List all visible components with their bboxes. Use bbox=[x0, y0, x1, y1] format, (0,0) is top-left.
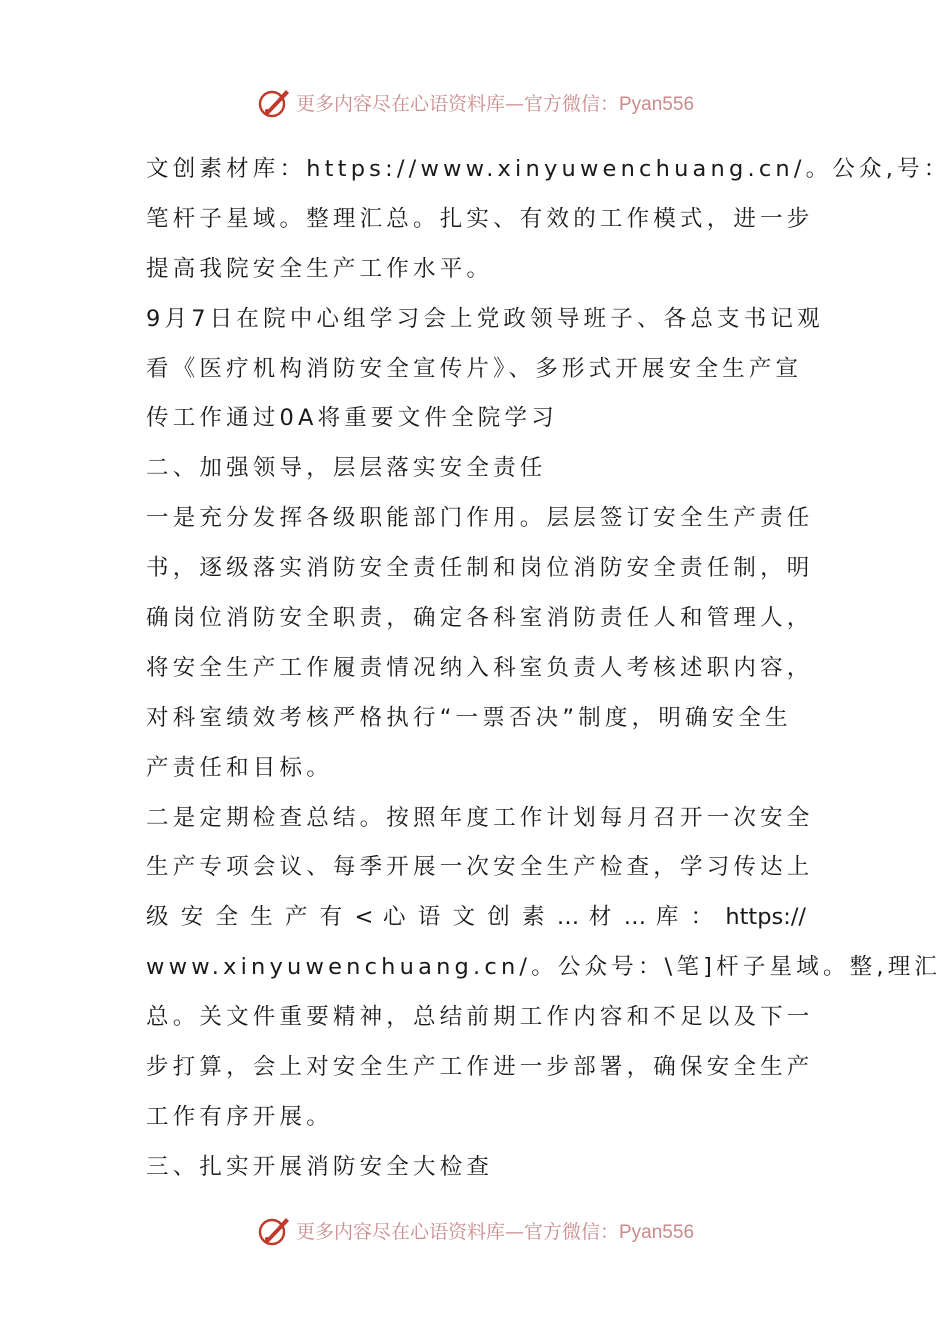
banner-text: 更多内容尽在心语资料库—官方微信：Pyan556 bbox=[295, 1220, 695, 1243]
document-body bbox=[146, 145, 951, 1193]
text-line: 工作有序开展。 bbox=[146, 1103, 333, 1130]
section-heading: 三、扎实开展消防安全大检查 bbox=[146, 1153, 494, 1180]
text-line: 9月7日在院中心组学习会上党政领导班子、各总支书记观 bbox=[146, 305, 824, 332]
text-line: 确岗位消防安全职责，确定各科室消防责任人和管理人， bbox=[146, 605, 814, 632]
text-line: 生产专项会议、每季开展一次安全生产检查，学习传达上 bbox=[146, 854, 814, 881]
text-line: 传工作通过0A将重要文件全院学习 bbox=[146, 405, 558, 432]
text-line: 步打算，会上对安全生产工作进一步部署，确保安全生产 bbox=[146, 1054, 814, 1081]
text-line: 提高我院安全生产工作水平。 bbox=[146, 255, 494, 282]
text-line: 一是充分发挥各级职能部门作用。层层签订安全生产责任 bbox=[146, 505, 814, 532]
section-heading: 二、加强领导，层层落实安全责任 bbox=[146, 455, 547, 482]
wechat-id: Pyan556 bbox=[619, 1221, 695, 1243]
text-line: 书，逐级落实消防安全责任制和岗位消防安全责任制，明 bbox=[146, 555, 814, 582]
text-line: 笔杆子星域。整理汇总。扎实、有效的工作模式，进一步 bbox=[146, 205, 814, 232]
quill-logo-icon bbox=[256, 1212, 292, 1248]
footer-banner bbox=[0, 1210, 950, 1250]
text-line: 产责任和目标。 bbox=[146, 754, 333, 781]
banner-text: 更多内容尽在心语资料库—官方微信：Pyan556 bbox=[295, 92, 695, 115]
quill-logo-icon bbox=[256, 84, 292, 120]
text-line: 二是定期检查总结。按照年度工作计划每月召开一次安全 bbox=[146, 804, 814, 831]
text-line: 文创素材库：https://www.xinyuwenchuang.cn/。公众,号： bbox=[146, 156, 951, 182]
wechat-id: Pyan556 bbox=[619, 93, 695, 115]
text-line: 级 安 全 生 产 有 < 心 语 文 创 素 … 材 … 库 ： https:// bbox=[146, 904, 806, 931]
text-line: 看《医疗机构消防安全宣传片》、多形式开展安全生产宣 bbox=[146, 355, 803, 382]
text-line: 将安全生产工作履责情况纳入科室负责人考核述职内容， bbox=[146, 654, 814, 681]
text-line: 总。关文件重要精神，总结前期工作内容和不足以及下一 bbox=[146, 1004, 814, 1031]
text-line: www.xinyuwenchuang.cn/。公众号：\笔]杆子星域。整,理汇 bbox=[146, 954, 942, 981]
text-line: 对科室绩效考核严格执行“一票否决”制度，明确安全生 bbox=[146, 704, 792, 731]
header-banner bbox=[0, 82, 950, 122]
